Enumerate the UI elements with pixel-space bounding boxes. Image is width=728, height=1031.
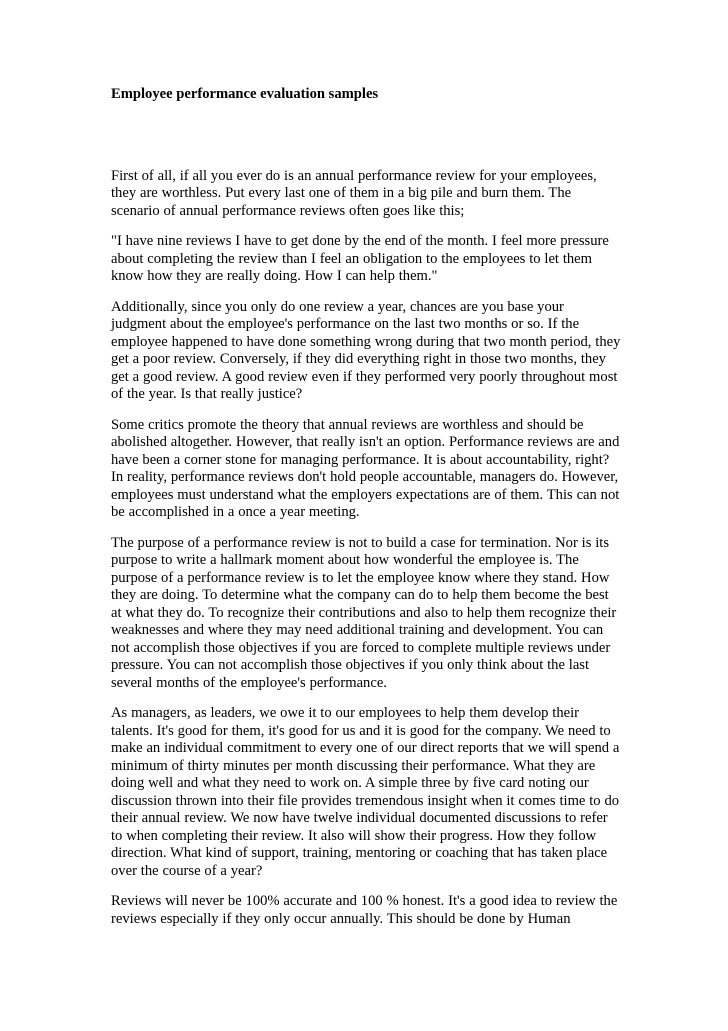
paragraph: The purpose of a performance review is not to build a case for termination. Nor is its purpose to write a hallmark moment about how wonderful the employee is. The purpose of a performance review is to let the employee know where they stand. How they are doing. To determine what the company can do to help them become the best at what they do. To recognize their contributions and also to help them recognize their weaknesses and where they may need additional training and development. You can not accomplish those objectives if you are forced to complete multiple reviews under pressure. You can not accomplish those objectives if you only think about the last several months of the employee's performance. (111, 534, 617, 691)
paragraph: Reviews will never be 100% accurate and 100 % honest. It's a good idea to review the reviews especially if they only occur annually. This should be done by Human (111, 893, 618, 927)
paragraph: As managers, as leaders, we owe it to our employees to help them develop their talents. It's good for them, it's good for us and it is good for the company. We need to make an individual commitment to every one of our direct reports that we will spend a minimum of thirty minutes per month discussing their performance. What they are doing well and what they need to work on. A simple three by five card noting our discussion thrown into their file provides tremendous insight when it comes time to do their annual review. We now have twelve individual documented discussions to refer to when completing their review. It also will show their progress. How they follow direction. What kind of support, training, mentoring or coaching that has taken place over the course of a year? (111, 705, 620, 879)
paragraph: Additionally, since you only do one review a year, chances are you base your judgment about the employee's performance on the last two months or so. If the employee happened to have done something wrong during that two month period, they get a poor review. Conversely, if they did everything right in those two months, they get a good review. A good review even if they performed very poorly throughout most of the year. Is that really justice? (111, 298, 621, 402)
paragraph: Some critics promote the theory that annual reviews are worthless and should be abolished altogether. However, that really isn't an option. Performance reviews are and have been a corner stone for managing performance. It is about accountability, right? In reality, performance reviews don't hold people accountable, managers do. However, employees must understand what the employers expectations are of them. This can not be accomplished in a once a year meeting. (111, 416, 620, 520)
document-title: Employee performance evaluation samples (111, 86, 379, 102)
paragraph: First of all, if all you ever do is an annual performance review for your employees, they are worthless. Put every last one of them in a big pile and burn them. The scenario of annual performance reviews often goes like this; (111, 167, 597, 219)
paragraph: "I have nine reviews I have to get done by the end of the month. I feel more pressure about completing the review than I feel an obligation to the employees to let them know how they are really doing. How I can help them." (111, 233, 609, 284)
document-body (111, 168, 622, 929)
